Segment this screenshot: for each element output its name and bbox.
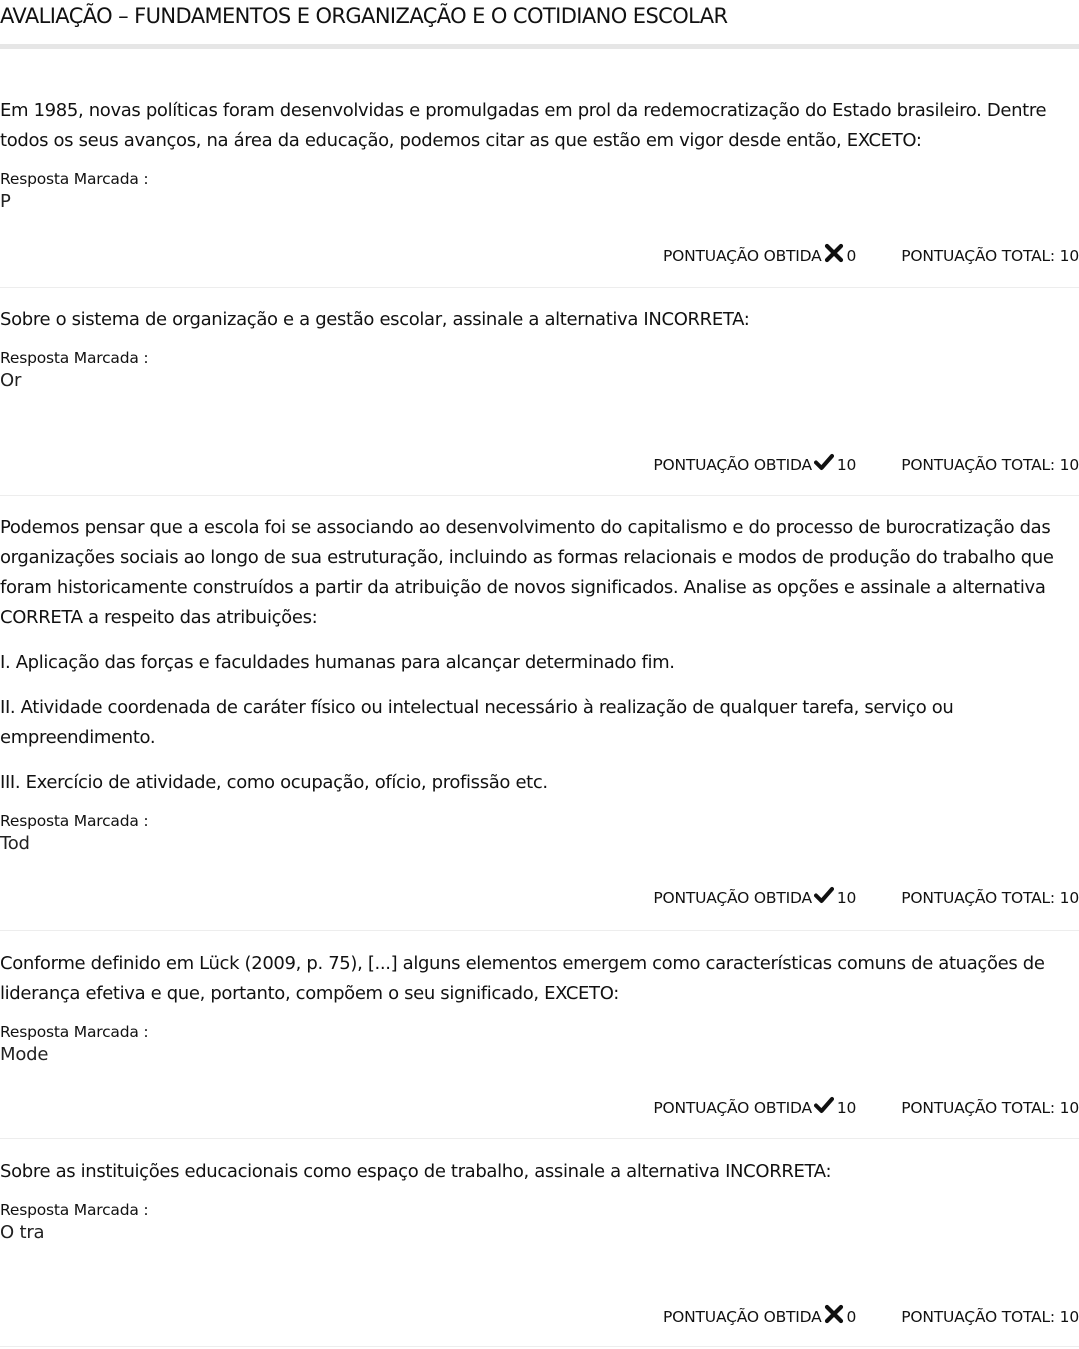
answer-label: Resposta Marcada :: [0, 170, 149, 188]
question-text: [0, 1157, 1079, 1187]
question-divider: [0, 1346, 1079, 1347]
question-2: [0, 305, 1079, 393]
page-title: AVALIAÇÃO – FUNDAMENTOS E ORGANIZAÇÃO E O COTIDIANO ESCOLAR: [0, 4, 728, 28]
answer-value: Mode: [0, 1044, 49, 1065]
score-row-1: [663, 244, 1079, 268]
score-obtained-value: 0: [846, 247, 857, 265]
answer-value: Tod: [0, 833, 30, 854]
question-divider: [0, 1138, 1079, 1139]
question-paragraph: Em 1985, novas políticas foram desenvolvidas e promulgadas em prol da redemocratização do Estado brasileiro. Dentre todos os seus avanços, na área da educação, podemos citar as que estão em vigor desde então, EXCETO:: [0, 100, 1047, 151]
cross-icon: [824, 1304, 844, 1324]
question-text: [0, 305, 1079, 335]
check-icon: [814, 452, 834, 472]
question-paragraph: Conforme definido em Lück (2009, p. 75), [...] alguns elementos emergem como características comuns de atuações de liderança efetiva e que, portanto, compõem o seu significado, EXCETO:: [0, 953, 1045, 1004]
question-paragraph: I. Aplicação das forças e faculdades humanas para alcançar determinado fim.: [0, 652, 675, 673]
answer-label: Resposta Marcada :: [0, 1023, 149, 1041]
answer-value: O tra: [0, 1222, 45, 1243]
question-text: [0, 513, 1079, 798]
answer-label: Resposta Marcada :: [0, 349, 149, 367]
question-divider: [0, 495, 1079, 496]
title-divider: [0, 44, 1079, 49]
question-paragraph: Sobre as instituições educacionais como espaço de trabalho, assinale a alternativa INCORRETA:: [0, 1161, 832, 1182]
score-total: PONTUAÇÃO TOTAL: 10: [901, 456, 1079, 474]
question-3: [0, 513, 1079, 856]
question-paragraph: III. Exercício de atividade, como ocupação, ofício, profissão etc.: [0, 772, 548, 793]
score-obtained-value: 10: [836, 1099, 857, 1117]
score-obtained: [663, 246, 856, 266]
question-divider: [0, 287, 1079, 288]
answer-value: P: [0, 191, 11, 212]
score-total: PONTUAÇÃO TOTAL: 10: [901, 1308, 1079, 1326]
answer-label: Resposta Marcada :: [0, 1201, 149, 1219]
score-row-2: [653, 453, 1079, 477]
score-obtained: [653, 1098, 856, 1118]
question-paragraph: Sobre o sistema de organização e a gestão escolar, assinale a alternativa INCORRETA:: [0, 309, 750, 330]
score-total: PONTUAÇÃO TOTAL: 10: [901, 247, 1079, 265]
score-total: PONTUAÇÃO TOTAL: 10: [901, 1099, 1079, 1117]
score-obtained-label: PONTUAÇÃO OBTIDA: [653, 1099, 812, 1117]
score-obtained-value: 10: [836, 456, 857, 474]
answer-label: Resposta Marcada :: [0, 812, 149, 830]
score-obtained: [663, 1307, 856, 1327]
check-icon: [814, 1095, 834, 1115]
score-obtained-label: PONTUAÇÃO OBTIDA: [653, 456, 812, 474]
question-divider: [0, 930, 1079, 931]
score-total: PONTUAÇÃO TOTAL: 10: [901, 889, 1079, 907]
question-paragraph: Podemos pensar que a escola foi se associando ao desenvolvimento do capitalismo e do processo de burocratização das organizações sociais ao longo de sua estruturação, incluindo as formas relacionais e modos de produção do trabalho que foram historicamente construídos a partir da atribuição de novos significados. Analise as opções e assinale a alternativa CORRETA a respeito das atribuições:: [0, 517, 1054, 628]
cross-icon: [824, 243, 844, 263]
question-paragraph: II. Atividade coordenada de caráter físico ou intelectual necessário à realização de qualquer tarefa, serviço ou empreendimento.: [0, 697, 954, 748]
question-text: [0, 949, 1079, 1009]
question-4: [0, 949, 1079, 1067]
check-icon: [814, 885, 834, 905]
score-obtained: [653, 888, 856, 908]
answer-value: Or: [0, 370, 22, 391]
score-obtained-label: PONTUAÇÃO OBTIDA: [663, 247, 822, 265]
score-obtained-label: PONTUAÇÃO OBTIDA: [653, 889, 812, 907]
score-obtained-value: 0: [846, 1308, 857, 1326]
score-obtained-value: 10: [836, 889, 857, 907]
score-row-3: [653, 886, 1079, 910]
question-1: [0, 96, 1079, 214]
score-obtained-label: PONTUAÇÃO OBTIDA: [663, 1308, 822, 1326]
question-text: [0, 96, 1079, 156]
question-5: [0, 1157, 1079, 1245]
score-obtained: [653, 455, 856, 475]
score-row-4: [653, 1096, 1079, 1120]
score-row-5: [663, 1305, 1079, 1329]
